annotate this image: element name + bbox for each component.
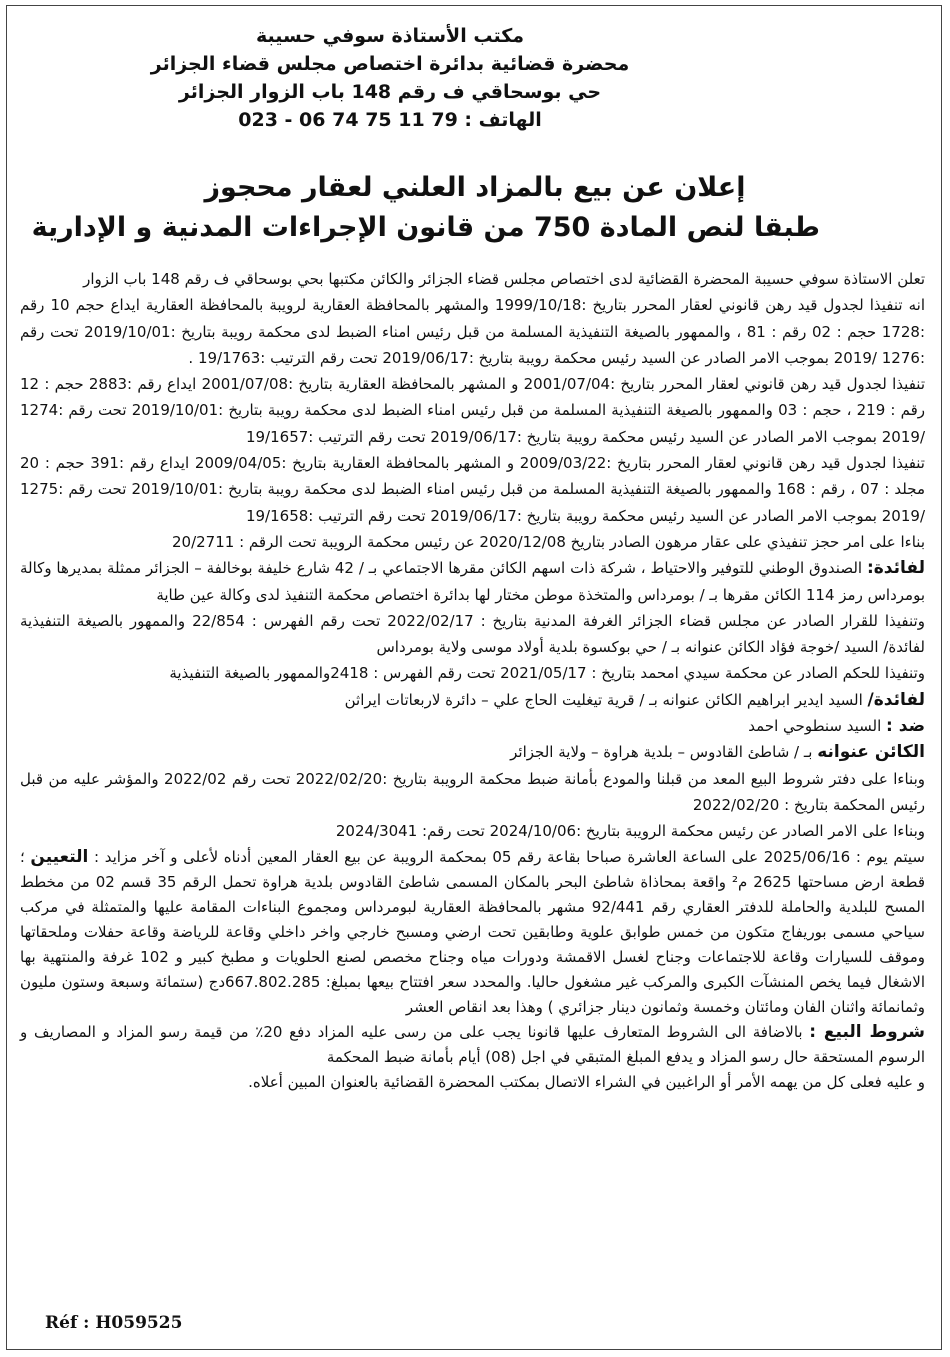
against-label: ضد : — [886, 716, 925, 737]
sale-conditions-text: بالاضافة الى الشروط المتعارف عليها قانونا يجب على من رسى عليه المزاد دفع 20٪ من قيمة رسو المزاد و المصاريف و الرسوم المستحقة حال رسو المزاد و يدفع المبلغ المتبقي في اجل (08) أيام بأمانة ضبط المحكمة — [20, 1022, 925, 1066]
title-line-2: طبقا لنص المادة 750 من قانون الإجراءات المدنية و الإدارية — [31, 212, 820, 243]
beneficiary-label-2: لفائدة/ — [867, 689, 925, 710]
reference-number: Réf : H059525 — [45, 1313, 183, 1333]
address-text: بـ / شاطئ القادوس – بلدية هراوة – ولاية الجزائر — [510, 743, 818, 762]
paragraph-court-decision: وتنفيذا للقرار الصادر عن مجلس قضاء الجزائر الغرفة المدنية بتاريخ : 2022/02/17 تحت رقم الفهرس : 22/854 والممهور بالصيغة التنفيذية لفائدة/ السيد /خوجة فؤاد الكائن عنوانه بـ / حي بوكسوة بلدية أولاد موسى ولاية بومرداس — [20, 611, 925, 657]
paragraph-seizure-order: بناءا على امر حجز تنفيذي على عقار مرهون الصادر بتاريخ 2020/12/08 عن رئيس محكمة الرويبة تحت الرقم : 20/2711 — [171, 532, 925, 551]
paragraph-mortgage-3: تنفيذا لجدول قيد رهن قانوني لعقار المحرر بتاريخ :2009/03/22 و المشهر بالمحافظة العقارية بتاريخ :2009/04/05 ايداع رقم :391 حجم : 20 مجلد : 07 ، رقم : 168 والممهور بالصيغة التنفيذية المسلمة من قبل رئيس امناء الضبط لدى محكمة رويبة بتاريخ :2019/10/01 تحت رقم :1275 /2019 بموجب الامر الصادر عن السيد رئيس محكمة رويبة بتاريخ :2019/06/17 تحت رقم الترتيب :19/1658 — [20, 454, 925, 525]
paragraph-sale-designation — [20, 845, 925, 1020]
paragraph-contact: و عليه فعلى كل من يهمه الأمر أو الراغبين في الشراء الاتصال بمكتب المحضرة القضائية بالعنوان المبين أعلاه. — [248, 1072, 925, 1091]
paragraph-against — [20, 713, 925, 739]
paragraph-mortgage-1: انه تنفيذا لجدول قيد رهن قانوني لعقار المحرر بتاريخ :1999/10/18 والمشهر بالمحافظة العقارية لرويبة بالمحافظة العقارية ايداع حجم 10 رقم :1728 حجم : 02 رقم : 81 ، والممهور بالصيغة التنفيذية المسلمة من قبل رئيس امناء الضبط لدى محكمة رويبة بتاريخ :2019/10/01 تحت رقم :1276 /2019 بموجب الامر الصادر عن السيد رئيس محكمة رويبة بتاريخ :2019/06/17 تحت رقم الترتيب :19/1763 . — [20, 296, 926, 367]
office-header — [150, 22, 630, 134]
sale-conditions-label: شروط البيع : — [809, 1021, 925, 1042]
sale-date-text: سيتم يوم : 2025/06/16 على الساعة العاشرة صباحا بقاعة رقم 05 بمحكمة الرويبة عن بيع العقار المعين أدناه لأعلى و آخر مزايد : — [94, 847, 925, 866]
address-label: الكائن عنوانه — [817, 742, 925, 763]
beneficiary-text: الصندوق الوطني للتوفير والاحتياط ، شركة ذات اسهم الكائن مقرها الاجتماعي بـ / 42 شارع خليفة بوخالفة – الجزائر ممثلة بمديرها وكالة بومرداس رمز 114 الكائن مقرها بـ / بومرداس والمتخذة موطن مختار لها بدائرة اختصاص محكمة التنفيذ لدى وكالة عين طاية — [20, 559, 925, 604]
office-role: محضرة قضائية بدائرة اختصاص مجلس قضاء الجزائر — [150, 53, 630, 75]
paragraph-address — [20, 739, 925, 765]
beneficiary-text-2: السيد ايدير ابراهيم الكائن عنوانه بـ / قرية تيغليت الحاج علي – دائرة لاربعاتات ايراثن — [344, 690, 868, 709]
paragraph-intro: تعلن الاستاذة سوفي حسيبة المحضرة القضائية لدى اختصاص مجلس قضاء الجزائر والكائن مكتبها بحي بوسحاقي ف رقم 148 باب الزوار — [83, 270, 925, 288]
paragraph-beneficiary-1 — [20, 555, 925, 608]
paragraph-beneficiary-2 — [20, 687, 925, 713]
office-name: مكتب الأستاذة سوفي حسيبة — [255, 25, 525, 47]
office-address: حي بوسحاقي ف رقم 148 باب الزوار الجزائر — [178, 81, 602, 103]
paragraph-conditions-book: وبناءا على دفتر شروط البيع المعد من قبلنا والمودع بأمانة ضبط محكمة الرويبة بتاريخ :2022/02/20 تحت رقم 2022/02 والمؤشر عليه من قبل رئيس المحكمة بتاريخ : 2022/02/20 — [20, 769, 925, 814]
title-line-1: إعلان عن بيع بالمزاد العلني لعقار محجوز — [204, 172, 746, 203]
paragraph-sale-conditions — [20, 1020, 925, 1070]
beneficiary-label: لفائدة: — [866, 558, 925, 579]
paragraph-mortgage-2: تنفيذا لجدول قيد رهن قانوني لعقار المحرر بتاريخ :2001/07/04 و المشهر بالمحافظة العقارية بتاريخ :2001/07/08 ايداع رقم :2883 حجم : 12 رقم : 219 ، حجم : 03 والممهور بالصيغة التنفيذية المسلمة من قبل رئيس امناء الضبط لدى محكمة رويبة بتاريخ :2019/10/01 تحت رقم :1274 /2019 بموجب الامر الصادر عن السيد رئيس محكمة رويبة بتاريخ :2019/06/17 تحت رقم الترتيب :19/1657 — [20, 375, 926, 446]
office-phone: الهاتف : 79 11 75 74 06 - 023 — [238, 109, 542, 131]
paragraph-judgment: وتنفيذا للحكم الصادر عن محكمة سيدي امحمد بتاريخ : 2021/05/17 تحت رقم الفهرس : 2418والممهور بالصيغة التنفيذية — [169, 664, 925, 683]
announcement-title — [31, 168, 820, 248]
announcement-body — [20, 266, 925, 1095]
designation-text: ؛ قطعة ارض مساحتها 2625 م² واقعة بمحاذاة شاطئ البحر بالمكان المسمى شاطئ القادوس بلدية هراوة تحمل الرقم 35 قسم 02 من مخطط المسح للبلدية والحاملة للدفتر العقاري رقم 92/441 مشهر بالمحافظة العقارية لبومرداس ومجموع البناءات المقامة عليها والمتمثلة في مركب سياحي مسمى بوريفاج متكون من خمس طوابق علوية وطابقين تحت ارضي ومسبح خارجي واخر داخلي وقاعة للرياضة وقاعة حفلات وملحقاتها وموقف للسيارات وقاعة للاجتماعات وجناح لغسل الاقمشة ودورات مياه وجناح مخصص لصنع الحلويات و مطبخ كبير و 102 غرفة والمنتهية بها الاشغال فيما يخص المنشآت الكبرى والمركب غير مشغول حاليا. والمحدد سعر افتتاح بيعها بمبلغ: 667.802.285دج (ستمائة وسبعة وستون مليون وثمانمائة واثنان الفان ومائتان وخمسة وثمانون دينار جزائري ) وهذا بعد انقاص العشر — [20, 847, 926, 1016]
paragraph-president-order: وبناءا على الامر الصادر عن رئيس محكمة الرويبة بتاريخ :2024/10/06 تحت رقم: 2024/3041 — [335, 822, 925, 841]
designation-label: التعيين — [30, 846, 89, 867]
against-text: السيد سنطوحي احمد — [748, 717, 887, 736]
